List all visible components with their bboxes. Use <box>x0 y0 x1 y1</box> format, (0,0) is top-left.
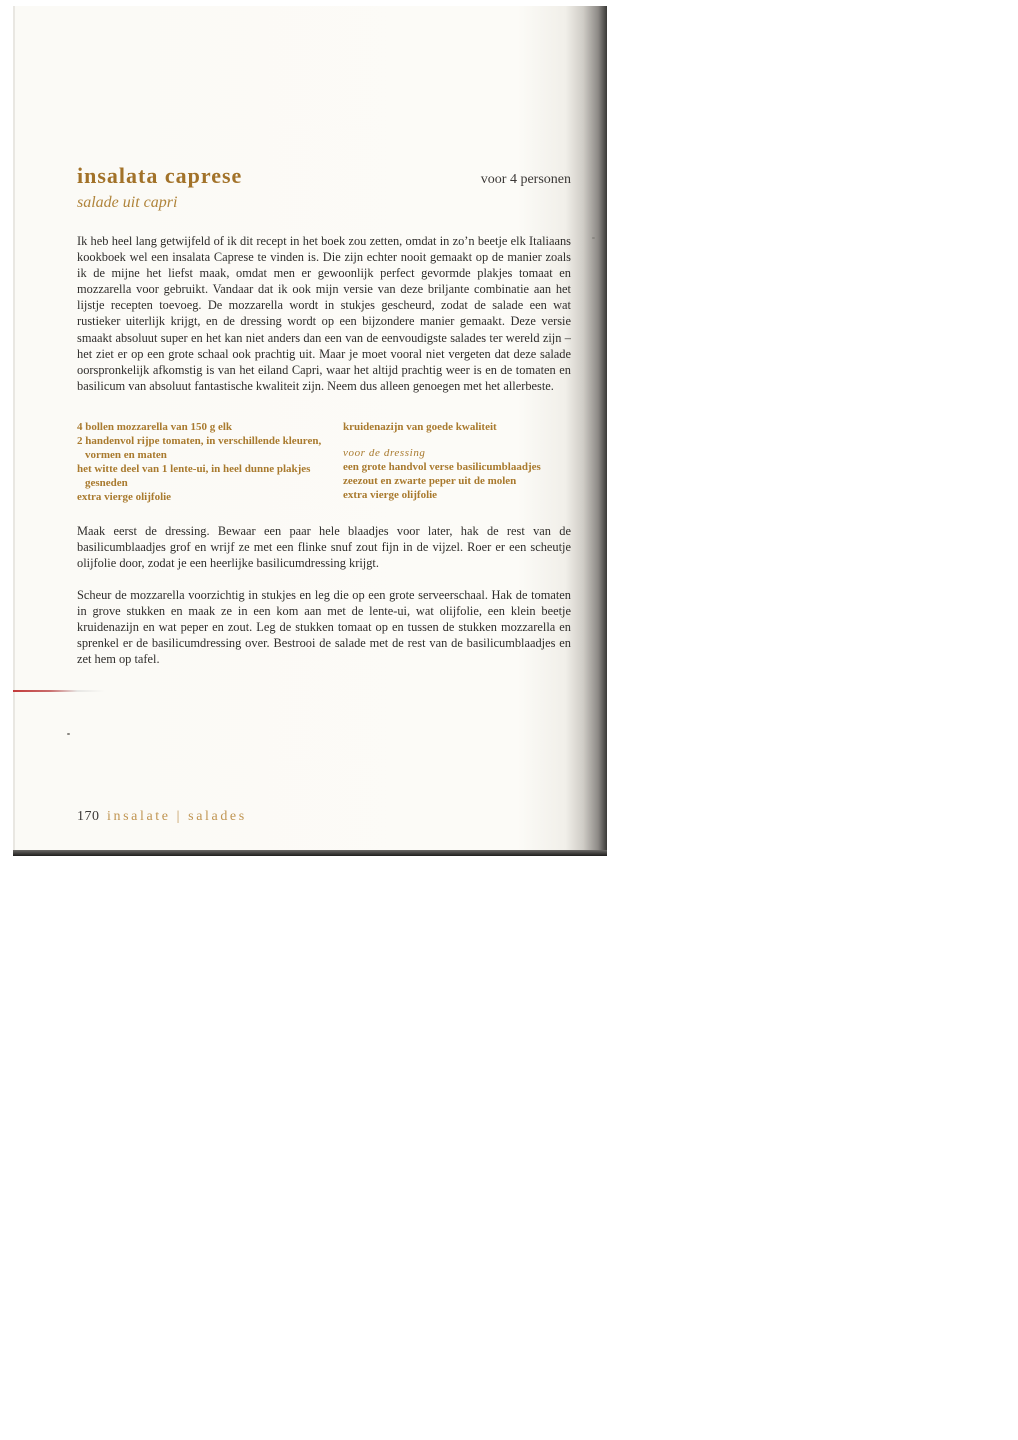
method-step-2: Scheur de mozzarella voorzichtig in stukjes en leg die op een grote serveerschaal. Hak de tomaten in grove stukken en maak ze in een kom aan met de lente-ui, wat olijfolie, een klein beetje kruidenazijn en wat peper en zout. Leg de stukken tomaat op en tussen de stukken mozzarella en sprenkel er de basilicumdressing over. Bestrooi de salade met de rest van de basilicumblaadjes en zet hem op tafel. <box>77 588 571 667</box>
ingredient-item: extra vierge olijfolie <box>77 491 172 504</box>
method-step-1: Maak eerst de dressing. Bewaar een paar hele blaadjes voor later, hak de rest van de basilicumblaadjes grof en wrijf ze met een flinke snuf zout fijn in de vijzel. Roer er een scheutje olijfolie door, zodat je een heerlijke basilicumdressing krijgt. <box>77 524 571 571</box>
scan-bottom-edge <box>13 850 607 856</box>
ingredient-item: zeezout en zwarte peper uit de molen <box>343 475 517 488</box>
recipe-title: insalata caprese <box>77 163 243 188</box>
scanned-page <box>13 6 607 856</box>
scan-speck <box>592 237 595 239</box>
ingredient-item: 4 bollen mozzarella van 150 g elk <box>77 421 233 433</box>
dressing-heading: voor de dressing <box>343 447 426 460</box>
section-name: insalate | salades <box>107 809 247 824</box>
page-footer <box>77 809 247 825</box>
recipe-subtitle: salade uit capri <box>77 194 178 211</box>
intro-paragraph: Ik heb heel lang getwijfeld of ik dit recept in het boek zou zetten, omdat in zo’n beetje elk Italiaans kookboek wel een insalata Caprese te vinden is. Die zijn echter nooit gemaakt op de manier zoals ik de mijne het liefst maak, omdat men er gewoonlijk perfect gevormde plakjes tomaat en mozzarella voor gebruikt. Vandaar dat ik ook mijn versie van deze briljante combinatie aan het lijstje recepten toevoeg. De mozzarella wordt in stukjes gescheurd, zodat de salade een wat rustieker uiterlijk krijgt, en de dressing wordt op een bijzondere manier gemaakt. Deze versie smaakt absoluut super en het kan niet anders dan een van de eenvoudigste salades ter wereld zijn – het ziet er op een grote schaal ook prachtig uit. Maar je moet vooral niet vergeten dat deze salade oorspronkelijk afkomstig is van het eiland Capri, waar het altijd prachtig weer is en de tomaten en basilicum van absoluut fantastische kwaliteit zijn. Neem dus alleen genoegen met het allerbeste. <box>77 234 571 393</box>
scan-artifact-line <box>13 690 105 692</box>
ingredients-column-left <box>77 420 327 505</box>
ingredient-item: kruidenazijn van goede kwaliteit <box>343 421 497 433</box>
ingredient-item: het witte deel van 1 lente-ui, in heel dunne plakjes gesneden <box>77 463 311 490</box>
page-left-edge <box>13 6 15 856</box>
page-number: 170 <box>77 809 100 824</box>
ingredients-column-right <box>343 420 575 502</box>
ingredient-item: een grote handvol verse basilicumblaadjes <box>343 461 541 474</box>
recipe-servings: voor 4 personen <box>480 172 571 187</box>
scan-speck <box>67 733 70 735</box>
ingredient-item: 2 handenvol rijpe tomaten, in verschillende kleuren, vormen en maten <box>77 435 322 462</box>
ingredient-item: extra vierge olijfolie <box>343 489 438 502</box>
